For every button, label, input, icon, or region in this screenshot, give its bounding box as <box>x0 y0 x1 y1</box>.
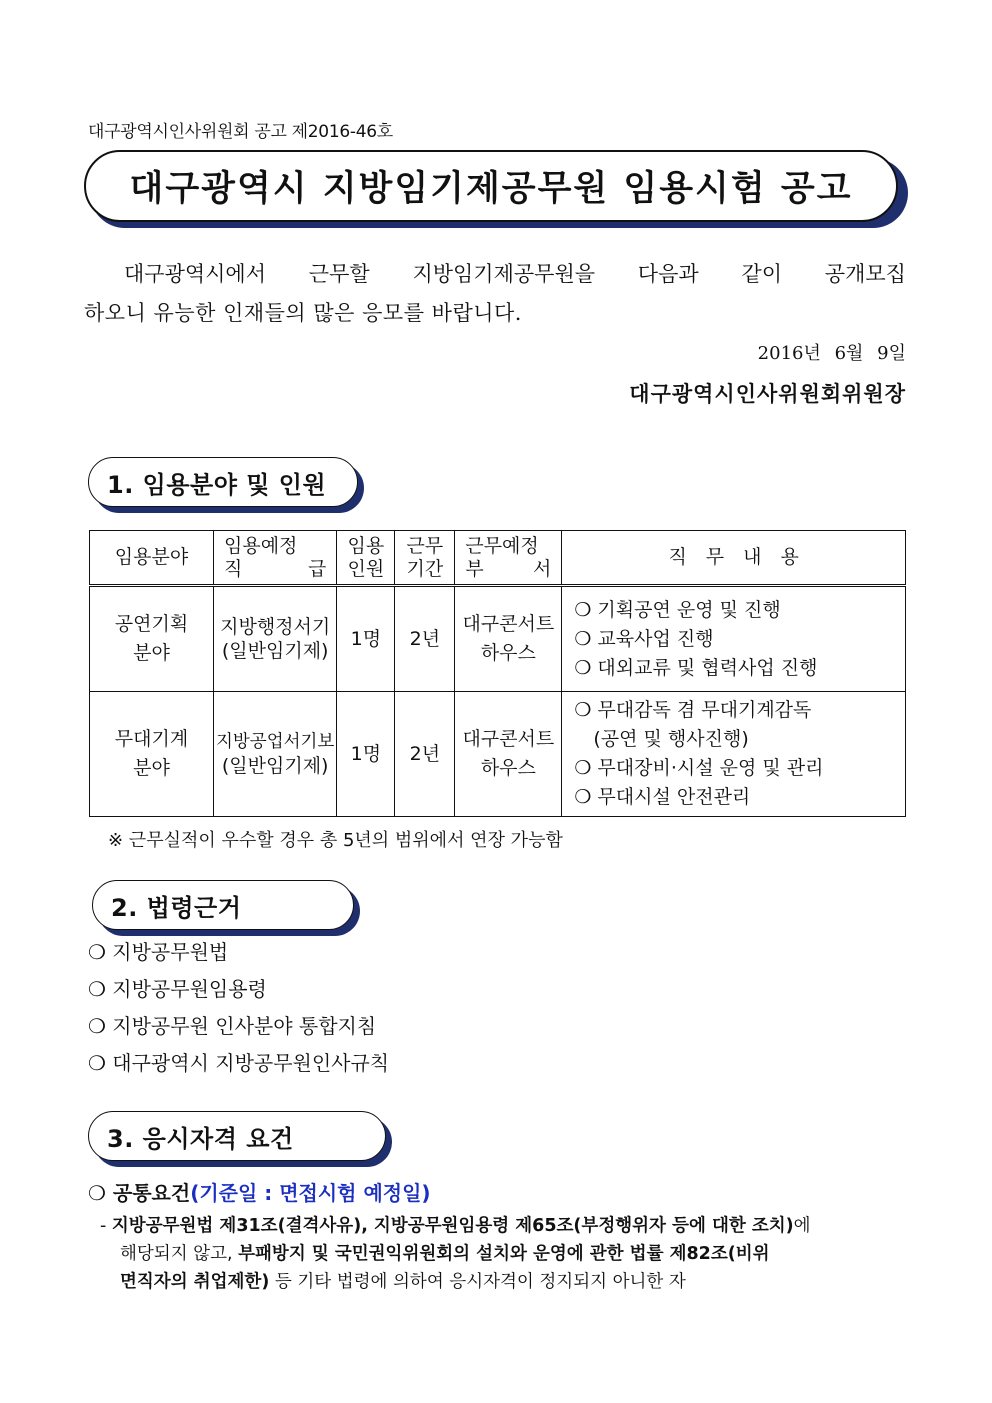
cell-field: 공연기획 분야 <box>90 586 214 692</box>
cell-duties <box>562 586 906 692</box>
duty-item: ❍ 기획공연 운영 및 진행 <box>574 598 781 621</box>
notice-date: 2016년 6월 9일 <box>757 343 906 364</box>
duty-item: (공연 및 행사진행) <box>574 728 749 750</box>
section-heading-2 <box>92 880 354 930</box>
section-heading-3 <box>88 1111 386 1161</box>
title-banner-box <box>84 150 898 222</box>
header-period: 근무 기간 <box>395 531 455 586</box>
cell-count: 1명 <box>337 586 395 692</box>
section-heading-label: 1. 임용분야 및 인원 <box>107 470 327 499</box>
header-grade: 임용예정 직 급 <box>214 531 337 586</box>
page-title: 대구광역시 지방임기제공무원 임용시험 공고 <box>129 169 853 209</box>
header-field: 임용분야 <box>90 531 214 586</box>
intro-word: 공개모집 <box>824 262 906 286</box>
section-heading-label: 3. 응시자격 요건 <box>107 1124 294 1153</box>
intro-word: 지방임기제공무원을 <box>412 262 596 286</box>
cell-period: 2년 <box>395 692 455 817</box>
cell-duties <box>562 692 906 817</box>
cell-period: 2년 <box>395 586 455 692</box>
intro-word: 대구광역시에서 <box>124 262 267 286</box>
duty-item: ❍ 대외교류 및 협력사업 진행 <box>574 656 818 679</box>
cell-field: 무대기계 분야 <box>90 692 214 817</box>
requirement-detail <box>100 1212 906 1296</box>
intro-line-1 <box>84 255 906 294</box>
extension-note: ※ 근무실적이 우수할 경우 총 5년의 범위에서 연장 가능함 <box>108 830 563 851</box>
section-heading-1 <box>88 457 358 507</box>
table-row <box>90 586 906 692</box>
cell-dept: 대구콘서트 하우스 <box>455 586 562 692</box>
intro-word: 근무할 <box>308 262 370 286</box>
legal-basis-list <box>88 937 389 1085</box>
common-requirement-label: ❍ 공통요건 <box>88 1181 191 1205</box>
intro-paragraph <box>84 255 906 333</box>
common-requirement-heading <box>88 1177 431 1206</box>
cell-grade: 지방행정서기 (일반임기제) <box>214 586 337 692</box>
list-item: ❍ 지방공무원임용령 <box>88 977 267 1001</box>
reference-date-note: (기준일 : 면접시험 예정일) <box>190 1181 431 1205</box>
duty-item: ❍ 무대장비·시설 운영 및 관리 <box>574 757 824 779</box>
duty-item: ❍ 무대감독 겸 무대기계감독 <box>574 699 812 721</box>
cell-dept: 대구콘서트 하우스 <box>455 692 562 817</box>
list-item: ❍ 대구광역시 지방공무원인사규칙 <box>88 1051 390 1075</box>
requirement-line-1: - 지방공무원법 제31조(결격사유), 지방공무원임용령 제65조(부정행위자 등에 대한 조치)에 <box>100 1216 811 1236</box>
cell-count: 1명 <box>337 692 395 817</box>
duty-item: ❍ 무대시설 안전관리 <box>574 786 751 808</box>
title-banner <box>84 150 910 230</box>
section-heading-box <box>92 880 354 930</box>
recruitment-table <box>89 530 906 817</box>
requirement-line-2: 해당되지 않고, 부패방지 및 국민권익위원회의 설치와 운영에 관한 법률 제82조(비위 <box>120 1244 770 1264</box>
intro-word: 같이 <box>741 262 783 286</box>
duty-item: ❍ 교육사업 진행 <box>574 627 714 650</box>
header-duties: 직 무 내 용 <box>562 531 906 586</box>
intro-word: 다음과 <box>637 262 699 286</box>
table-row <box>90 692 906 817</box>
section-heading-label: 2. 법령근거 <box>111 893 242 922</box>
section-heading-box <box>88 457 358 507</box>
list-item: ❍ 지방공무원 인사분야 통합지침 <box>88 1014 377 1038</box>
cell-grade: 지방공업서기보 (일반임기제) <box>214 692 337 817</box>
table-header-row <box>90 531 906 586</box>
section-heading-box <box>88 1111 386 1161</box>
header-dept: 근무예정 부 서 <box>455 531 562 586</box>
requirement-line-3: 면직자의 취업제한) 등 기타 법령에 의하여 응시자격이 정지되지 아니한 자 <box>120 1272 686 1292</box>
intro-line-2: 하오니 유능한 인재들의 많은 응모를 바랍니다. <box>84 301 522 325</box>
notice-number: 대구광역시인사위원회 공고 제2016-46호 <box>88 122 393 142</box>
list-item: ❍ 지방공무원법 <box>88 940 229 964</box>
header-count: 임용 인원 <box>337 531 395 586</box>
signer: 대구광역시인사위원회위원장 <box>629 381 906 406</box>
